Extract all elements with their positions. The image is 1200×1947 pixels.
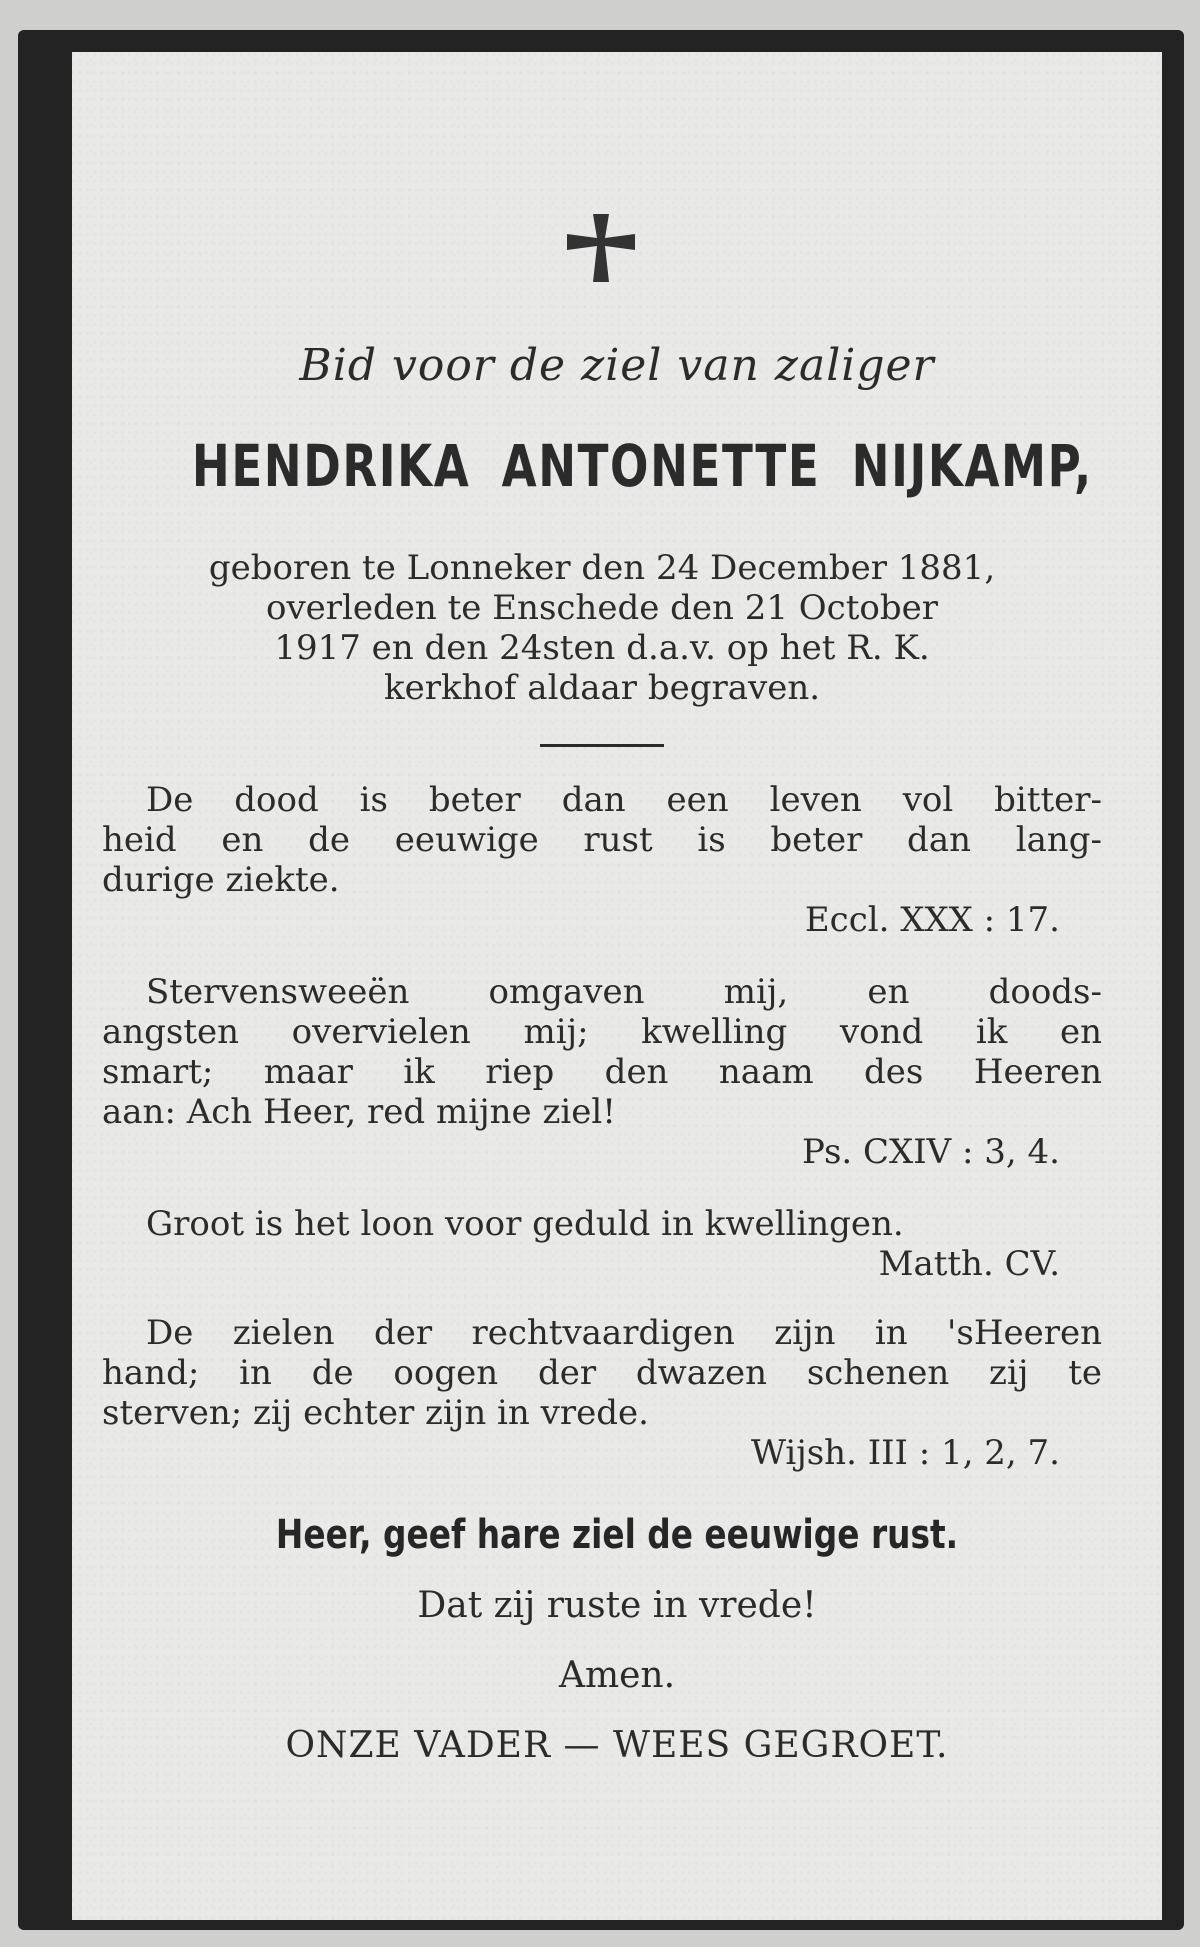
prayer-text: Heer, geef hare ziel de eeuwige rust. xyxy=(275,1512,959,1558)
verse-line: De dood is beter dan een leven vol bitter- xyxy=(146,780,1102,820)
prayers-footer: ONZE VADER — WEES GEGROET. xyxy=(285,1725,949,1766)
verse-2 xyxy=(102,972,1102,1132)
bio-line: overleden te Enschede den 21 October xyxy=(266,588,938,628)
cross-icon xyxy=(563,210,639,286)
verse-3-reference: Matth. CV. xyxy=(878,1244,1060,1284)
verse-line: aan: Ach Heer, red mijne ziel! xyxy=(102,1092,616,1132)
intro-text: Bid voor de ziel van zaliger xyxy=(299,340,935,391)
verse-line: Groot is het loon voor geduld in kwellingen. xyxy=(146,1204,904,1244)
amen-text: Amen. xyxy=(558,1655,676,1696)
deceased-name: HENDRIKA ANTONETTE NIJKAMP, xyxy=(191,432,1093,500)
closing-text: Dat zij ruste in vrede! xyxy=(417,1585,817,1626)
verse-line: hand; in de oogen der dwazen schenen zij te xyxy=(102,1353,1102,1393)
verse-2-reference: Ps. CXIV : 3, 4. xyxy=(802,1132,1060,1172)
bio-line: geboren te Lonneker den 24 December 1881, xyxy=(208,548,996,588)
verse-line: angsten overvielen mij; kwelling vond ik en xyxy=(102,1012,1102,1052)
verse-4-reference: Wijsh. III : 1, 2, 7. xyxy=(750,1433,1060,1473)
verse-4 xyxy=(102,1313,1102,1433)
biography xyxy=(102,548,1102,708)
verse-line: sterven; zij echter zijn in vrede. xyxy=(102,1393,649,1433)
verse-line: heid en de eeuwige rust is beter dan lang- xyxy=(102,820,1102,860)
bio-line: 1917 en den 24sten d.a.v. op het R. K. xyxy=(274,628,930,668)
verse-line: smart; maar ik riep den naam des Heeren xyxy=(102,1052,1102,1092)
verse-1-reference: Eccl. XXX : 17. xyxy=(804,900,1060,940)
verse-1 xyxy=(102,780,1102,900)
bio-line: kerkhof aldaar begraven. xyxy=(383,668,821,708)
verse-line: Stervensweeën omgaven mij, en doods- xyxy=(146,972,1102,1012)
verse-line: durige ziekte. xyxy=(102,860,340,900)
verse-line: De zielen der rechtvaardigen zijn in 'sHeeren xyxy=(146,1313,1102,1353)
divider xyxy=(540,744,664,747)
verse-3 xyxy=(102,1204,1102,1244)
